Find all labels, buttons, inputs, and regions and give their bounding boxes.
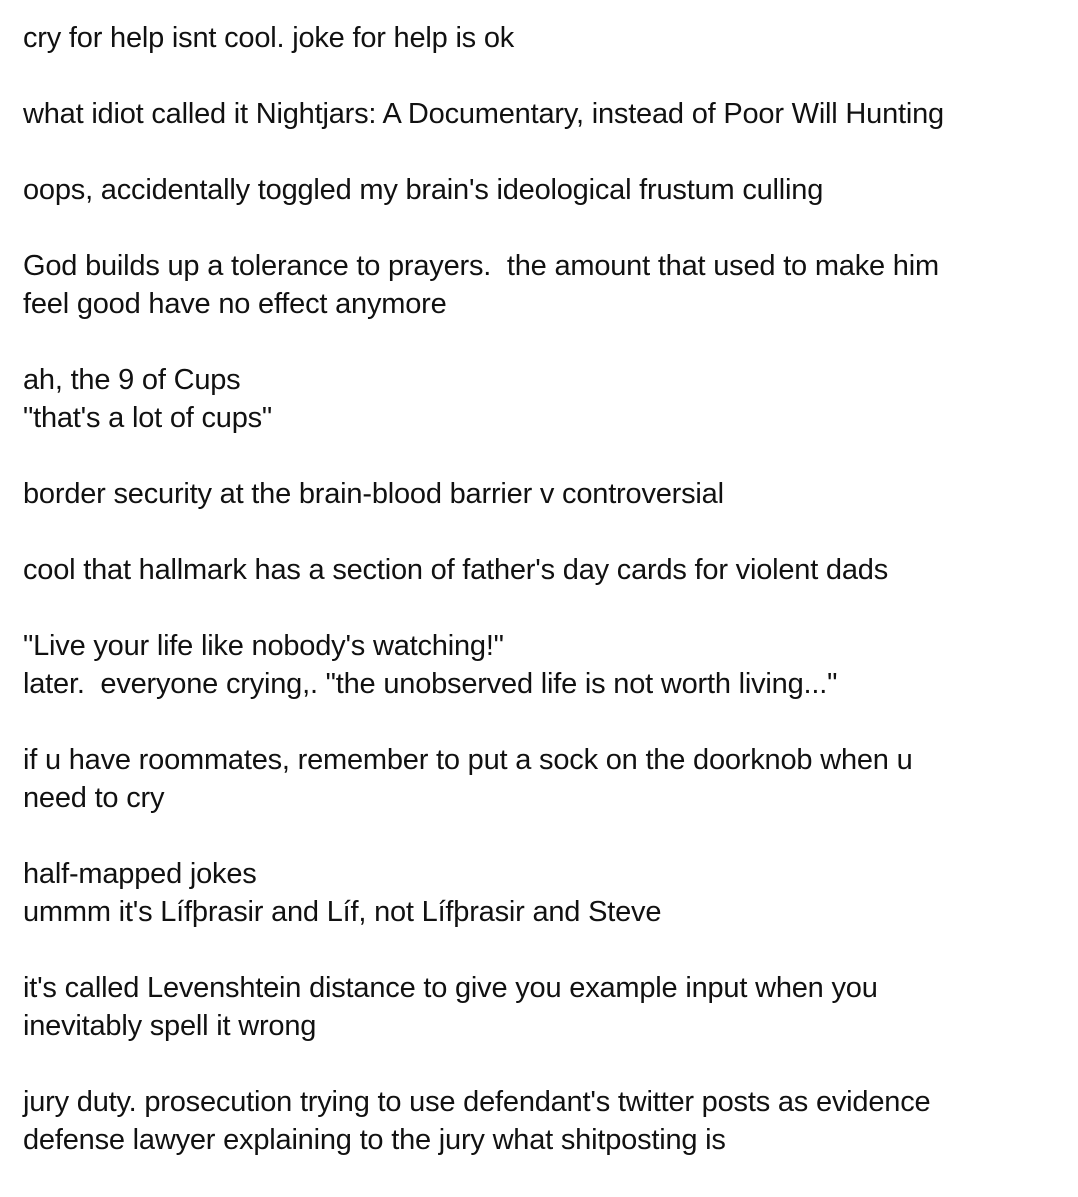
joke-entry-1	[23, 19, 1068, 57]
joke-entry-5	[23, 361, 1068, 437]
joke-entry-3	[23, 171, 1068, 209]
joke-line: jury duty. prosecution trying to use defendant's twitter posts as evidence	[23, 1086, 931, 1118]
joke-line: if u have roommates, remember to put a sock on the doorknob when u	[23, 744, 913, 776]
joke-line: ummm it's Lífþrasir and Líf, not Lífþrasir and Steve	[23, 896, 662, 928]
joke-line: border security at the brain-blood barrier v controversial	[23, 478, 724, 510]
joke-line: defense lawyer explaining to the jury what shitposting is	[23, 1124, 726, 1156]
joke-entry-9	[23, 741, 1068, 817]
joke-line: cry for help isnt cool. joke for help is ok	[23, 22, 515, 54]
joke-line: God builds up a tolerance to prayers. the amount that used to make him	[23, 250, 939, 282]
joke-line: ah, the 9 of Cups	[23, 364, 241, 396]
joke-entry-8	[23, 627, 1068, 703]
joke-entry-6	[23, 475, 1068, 513]
joke-entry-11	[23, 969, 1068, 1045]
joke-list	[23, 19, 1068, 1197]
joke-line: inevitably spell it wrong	[23, 1010, 317, 1042]
joke-entry-10	[23, 855, 1068, 931]
joke-entry-7	[23, 551, 1068, 589]
joke-line: it's called Levenshtein distance to give you example input when you	[23, 972, 878, 1004]
joke-line: "Live your life like nobody's watching!"	[23, 630, 504, 662]
joke-line: need to cry	[23, 782, 165, 814]
joke-entry-12	[23, 1083, 1068, 1159]
joke-line: what idiot called it Nightjars: A Documentary, instead of Poor Will Hunting	[23, 98, 944, 130]
joke-line: "that's a lot of cups"	[23, 402, 273, 434]
joke-entry-2	[23, 95, 1068, 133]
joke-entry-4	[23, 247, 1068, 323]
joke-line: half-mapped jokes	[23, 858, 257, 890]
joke-line: later. everyone crying,. "the unobserved life is not worth living..."	[23, 668, 838, 700]
joke-line: feel good have no effect anymore	[23, 288, 447, 320]
joke-line: oops, accidentally toggled my brain's ideological frustum culling	[23, 174, 824, 206]
joke-line: cool that hallmark has a section of father's day cards for violent dads	[23, 554, 889, 586]
